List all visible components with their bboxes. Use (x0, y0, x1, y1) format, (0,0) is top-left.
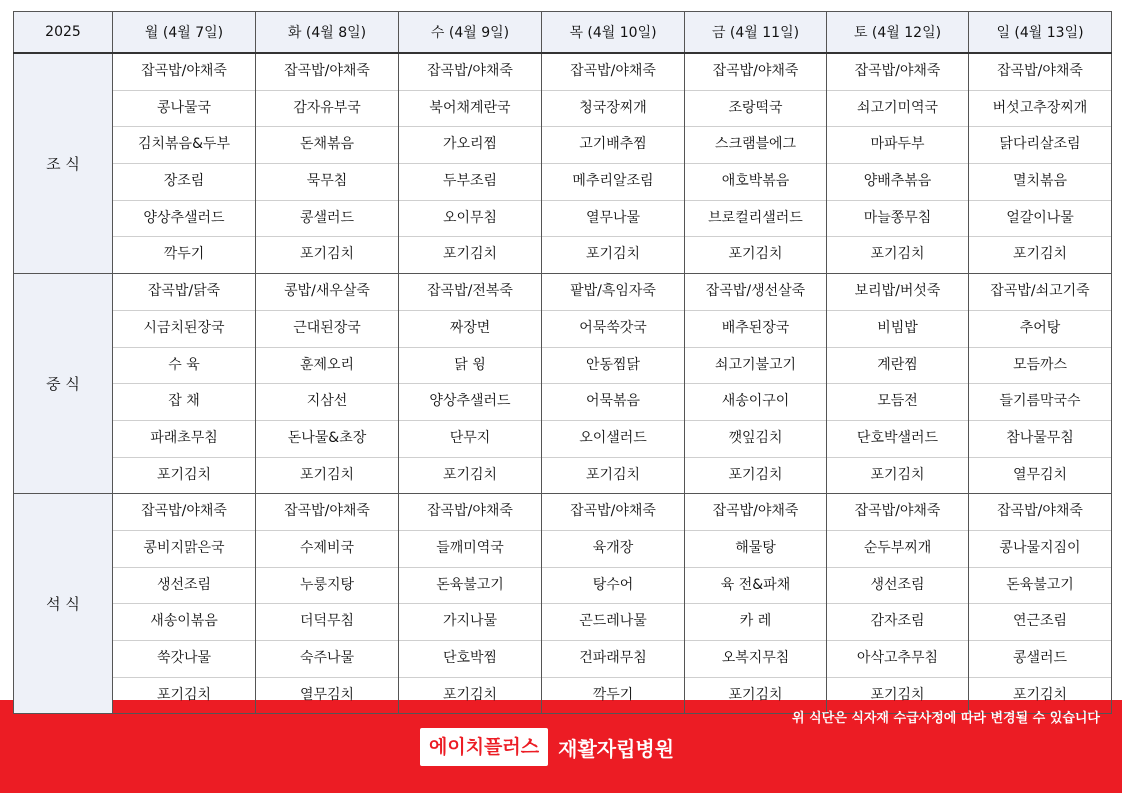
dish-item: 배추된장국 (685, 311, 826, 348)
dish-item: 건파래무침 (542, 641, 684, 678)
dish-item: 시금치된장국 (113, 311, 255, 348)
dish-item: 잡곡밥/야채죽 (685, 54, 826, 91)
dish-item: 육개장 (542, 531, 684, 568)
day-header: 목 (4월 10일) (542, 12, 685, 54)
dish-item: 카 레 (685, 604, 826, 641)
dish-item: 쑥갓나물 (113, 641, 255, 678)
meal-row (14, 53, 1112, 274)
dish-item: 팥밥/흑임자죽 (542, 274, 684, 311)
dish-item: 어묵볶음 (542, 384, 684, 421)
dish-item: 스크램블에그 (685, 127, 826, 164)
dish-item: 추어탕 (969, 311, 1111, 348)
dish-item: 쇠고기불고기 (685, 348, 826, 385)
dish-item: 감자조림 (827, 604, 968, 641)
dish-item: 잡곡밥/야채죽 (827, 54, 968, 91)
dish-item: 짜장면 (399, 311, 541, 348)
day-menu-cell (827, 274, 969, 494)
dish-item: 안동찜닭 (542, 348, 684, 385)
dish-item: 잡곡밥/전복죽 (399, 274, 541, 311)
weekly-menu-table (13, 11, 1112, 714)
dish-item: 들깨미역국 (399, 531, 541, 568)
dish-item: 생선조림 (827, 568, 968, 605)
dish-item: 잡곡밥/야채죽 (685, 494, 826, 531)
dish-item: 단호박샐러드 (827, 421, 968, 458)
meal-row (14, 494, 1112, 714)
dish-item: 포기김치 (728, 686, 783, 703)
day-menu-cell (542, 53, 685, 274)
dish-item: 수 육 (113, 348, 255, 385)
dish-item: 단무지 (399, 421, 541, 458)
change-notice: 위 식단은 식자재 수급사정에 따라 변경될 수 있습니다 (792, 711, 1100, 726)
dish-item: 돈육불고기 (969, 568, 1111, 605)
dish-item: 어묵쑥갓국 (542, 311, 684, 348)
dish-item: 깍두기 (163, 246, 205, 263)
dish-item: 포기김치 (1012, 686, 1068, 703)
day-menu-cell (113, 494, 256, 714)
dish-item: 잡곡밥/야채죽 (542, 54, 684, 91)
dish-item: 지삼선 (256, 384, 398, 421)
dish-item: 브로컬리샐러드 (685, 201, 826, 238)
dish-item: 포기김치 (1012, 246, 1068, 263)
dish-item: 오복지무침 (685, 641, 826, 678)
dish-item: 누룽지탕 (256, 568, 398, 605)
dish-item: 보리밥/버섯죽 (827, 274, 968, 311)
day-menu-cell (113, 274, 256, 494)
dish-item: 잡곡밥/야채죽 (113, 54, 255, 91)
dish-item: 모듬까스 (969, 348, 1111, 385)
dish-item: 잡곡밥/쇠고기죽 (969, 274, 1111, 311)
dish-item: 깻잎김치 (685, 421, 826, 458)
dish-item: 양상추샐러드 (113, 201, 255, 238)
dish-item: 고기배추찜 (542, 127, 684, 164)
dish-item: 들기름막국수 (969, 384, 1111, 421)
dish-item: 닭다리살조림 (969, 127, 1111, 164)
dish-item: 조랑떡국 (685, 91, 826, 128)
day-header: 월 (4월 7일) (113, 12, 256, 54)
dish-item: 잡곡밥/닭죽 (113, 274, 255, 311)
dish-item: 훈제오리 (256, 348, 398, 385)
day-menu-cell (256, 494, 399, 714)
dish-item: 잡곡밥/야채죽 (256, 54, 398, 91)
dish-item: 잡곡밥/야채죽 (256, 494, 398, 531)
dish-item: 아삭고추무침 (827, 641, 968, 678)
dish-item: 잡곡밥/야채죽 (969, 54, 1111, 91)
dish-item: 돈채볶음 (256, 127, 398, 164)
day-menu-cell (399, 494, 542, 714)
dish-item: 장조림 (113, 164, 255, 201)
dish-item: 청국장찌개 (542, 91, 684, 128)
logo-brand: 에이치플러스 (420, 728, 548, 766)
day-menu-cell (685, 274, 827, 494)
dish-item: 연근조림 (969, 604, 1111, 641)
dish-item: 감자유부국 (256, 91, 398, 128)
dish-item: 깍두기 (592, 686, 634, 703)
day-menu-cell (542, 274, 685, 494)
dish-item: 애호박볶음 (685, 164, 826, 201)
day-menu-cell (399, 274, 542, 494)
dish-item: 계란찜 (827, 348, 968, 385)
dish-item: 콩샐러드 (256, 201, 398, 238)
dish-item: 탕수어 (542, 568, 684, 605)
dish-item: 새송이구이 (685, 384, 826, 421)
dish-item: 단호박찜 (399, 641, 541, 678)
dish-item: 포기김치 (870, 686, 925, 703)
dish-item: 묵무침 (256, 164, 398, 201)
dish-item: 가오리찜 (399, 127, 541, 164)
dish-item: 마파두부 (827, 127, 968, 164)
dish-item: 포기김치 (728, 246, 783, 263)
dish-item: 참나물무침 (969, 421, 1111, 458)
dish-item: 곤드레나물 (542, 604, 684, 641)
meal-label: 조 식 (14, 53, 113, 274)
dish-item: 돈육불고기 (399, 568, 541, 605)
meal-label: 석 식 (14, 494, 113, 714)
hospital-logo (420, 728, 674, 766)
day-menu-cell (969, 53, 1112, 274)
dish-item: 포기김치 (728, 466, 783, 483)
dish-item: 생선조림 (113, 568, 255, 605)
dish-item: 오이무침 (399, 201, 541, 238)
year-header: 2025 (14, 12, 113, 54)
dish-item: 콩샐러드 (969, 641, 1111, 678)
day-menu-cell (256, 53, 399, 274)
day-menu-cell (685, 53, 827, 274)
dish-item: 열무김치 (1012, 466, 1068, 483)
dish-item: 새송이볶음 (113, 604, 255, 641)
dish-item: 포기김치 (870, 466, 925, 483)
dish-item: 숙주나물 (256, 641, 398, 678)
dish-item: 잡곡밥/야채죽 (399, 494, 541, 531)
dish-item: 해물탕 (685, 531, 826, 568)
day-menu-cell (113, 53, 256, 274)
dish-item: 양배추볶음 (827, 164, 968, 201)
day-menu-cell (542, 494, 685, 714)
dish-item: 콩나물지짐이 (969, 531, 1111, 568)
dish-item: 메추리알조림 (542, 164, 684, 201)
dish-item: 포기김치 (870, 246, 925, 263)
dish-item: 콩나물국 (113, 91, 255, 128)
dish-item: 포기김치 (442, 246, 498, 263)
day-header: 금 (4월 11일) (685, 12, 827, 54)
dish-item: 포기김치 (299, 246, 355, 263)
logo-hospital-name: 재활자립병원 (558, 736, 675, 761)
dish-item: 포기김치 (442, 466, 498, 483)
dish-item: 양상추샐러드 (399, 384, 541, 421)
dish-item: 잡곡밥/야채죽 (113, 494, 255, 531)
dish-item: 멸치볶음 (969, 164, 1111, 201)
dish-item: 잡곡밥/야채죽 (827, 494, 968, 531)
dish-item: 쇠고기미역국 (827, 91, 968, 128)
dish-item: 돈나물&초장 (256, 421, 398, 458)
dish-item: 얼갈이나물 (969, 201, 1111, 238)
dish-item: 잡곡밥/야채죽 (969, 494, 1111, 531)
dish-item: 파래초무침 (113, 421, 255, 458)
dish-item: 포기김치 (585, 466, 641, 483)
day-header: 수 (4월 9일) (399, 12, 542, 54)
dish-item: 김치볶음&두부 (113, 127, 255, 164)
dish-item: 열무나물 (542, 201, 684, 238)
dish-item: 콩밥/새우살죽 (256, 274, 398, 311)
day-header: 토 (4월 12일) (827, 12, 969, 54)
day-menu-cell (969, 274, 1112, 494)
dish-item: 두부조림 (399, 164, 541, 201)
dish-item: 근대된장국 (256, 311, 398, 348)
dish-item: 가지나물 (399, 604, 541, 641)
dish-item: 비빔밥 (827, 311, 968, 348)
dish-item: 모듬전 (827, 384, 968, 421)
day-menu-cell (827, 53, 969, 274)
dish-item: 북어채계란국 (399, 91, 541, 128)
day-header: 화 (4월 8일) (256, 12, 399, 54)
dish-item: 잡곡밥/생선살죽 (685, 274, 826, 311)
day-menu-cell (827, 494, 969, 714)
dish-item: 잡 채 (113, 384, 255, 421)
day-menu-cell (969, 494, 1112, 714)
meal-row (14, 274, 1112, 494)
dish-item: 열무김치 (299, 686, 355, 703)
day-menu-cell (399, 53, 542, 274)
day-menu-cell (256, 274, 399, 494)
dish-item: 콩비지맑은국 (113, 531, 255, 568)
dish-item: 포기김치 (442, 686, 498, 703)
day-header: 일 (4월 13일) (969, 12, 1112, 54)
dish-item: 포기김치 (585, 246, 641, 263)
dish-item: 포기김치 (156, 686, 212, 703)
dish-item: 오이샐러드 (542, 421, 684, 458)
dish-item: 순두부찌개 (827, 531, 968, 568)
dish-item: 육 전&파채 (685, 568, 826, 605)
dish-item: 잡곡밥/야채죽 (399, 54, 541, 91)
dish-item: 버섯고추장찌개 (969, 91, 1111, 128)
dish-item: 잡곡밥/야채죽 (542, 494, 684, 531)
dish-item: 닭 윙 (399, 348, 541, 385)
day-menu-cell (685, 494, 827, 714)
dish-item: 포기김치 (299, 466, 355, 483)
header-row (14, 12, 1112, 54)
dish-item: 수제비국 (256, 531, 398, 568)
dish-item: 더덕무침 (256, 604, 398, 641)
meal-label: 중 식 (14, 274, 113, 494)
dish-item: 마늘쫑무침 (827, 201, 968, 238)
dish-item: 포기김치 (156, 466, 212, 483)
